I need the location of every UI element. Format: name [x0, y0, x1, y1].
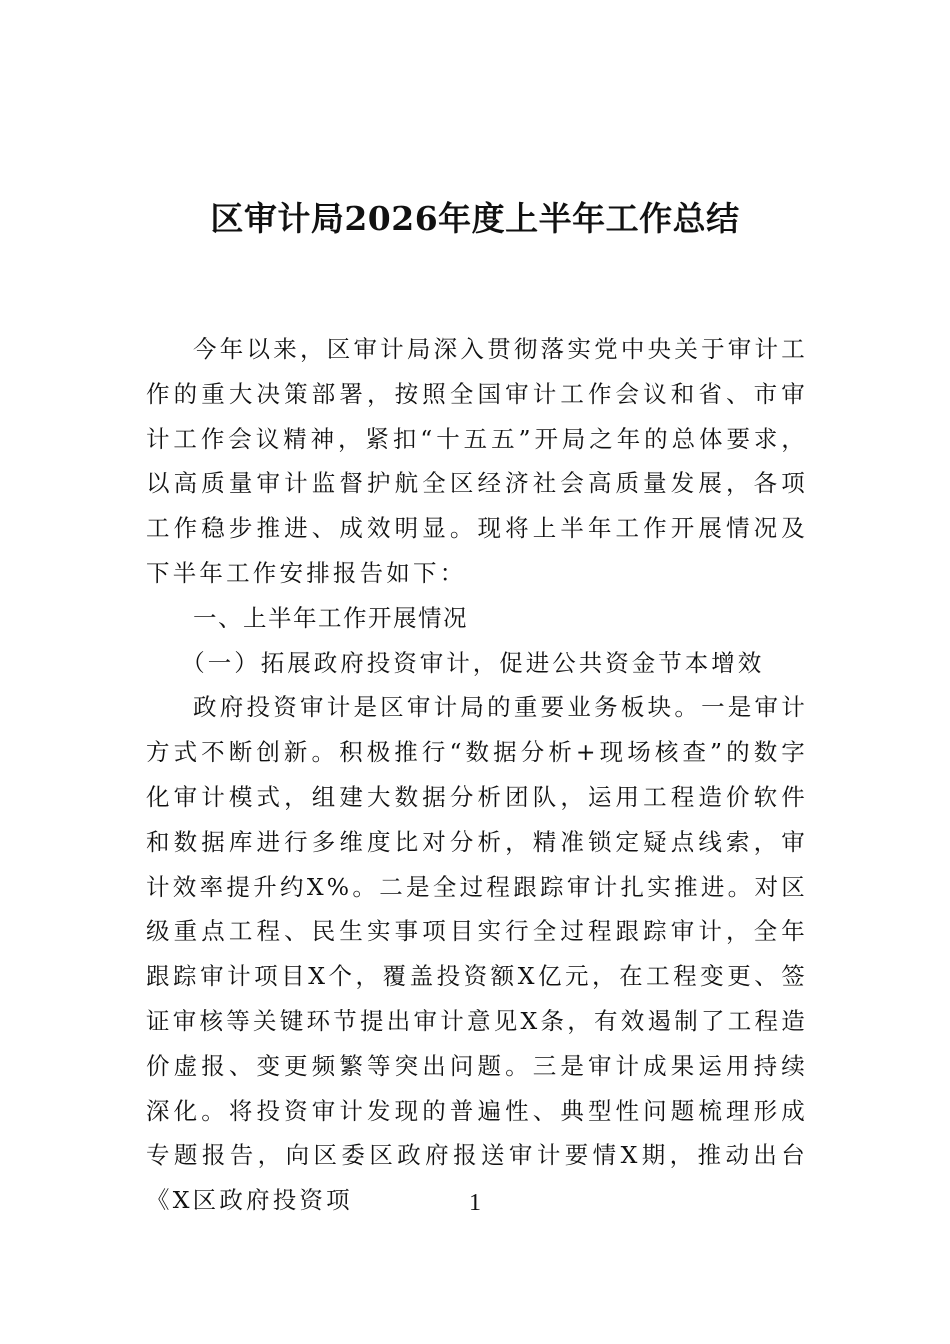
intro-paragraph: 今年以来，区审计局深入贯彻落实党中央关于审计工作的重大决策部署，按照全国审计工作会议和省、市审计工作会议精神，紧扣“十五五”开局之年的总体要求，以高质量审计监督护航全区经济社会高质量发展，各项工作稳步推进、成效明显。现将上半年工作开展情况及下半年工作安排报告如下：	[146, 335, 808, 587]
subsection-heading: （一）拓展政府投资审计，促进公共资金节本增效	[181, 648, 765, 677]
subsection-paragraph: 政府投资审计是区审计局的重要业务板块。一是审计方式不断创新。积极推行“数据分析+现场核查”的数字化审计模式，组建大数据分析团队，运用工程造价软件和数据库进行多维度比对分析，精准锁定疑点线索，审计效率提升约X%。二是全过程跟踪审计扎实推进。对区级重点工程、民生实事项目实行全过程跟踪审计，全年跟踪审计项目X个，覆盖投资额X亿元，在工程变更、签证审核等关键环节提出审计意见X条，有效遏制了工程造价虚报、变更频繁等突出问题。三是审计成果运用持续深化。将投资审计发现的普遍性、典型性问题梳理形成专题报告，向区委区政府报送审计要情X期，推动出台《X区政府投资项	[146, 693, 808, 1215]
document-title: 区审计局2026年度上半年工作总结	[210, 199, 740, 238]
section-heading: 一、上半年工作开展情况	[193, 603, 468, 632]
page-number: 1	[469, 1190, 481, 1216]
document-body	[146, 327, 808, 1223]
